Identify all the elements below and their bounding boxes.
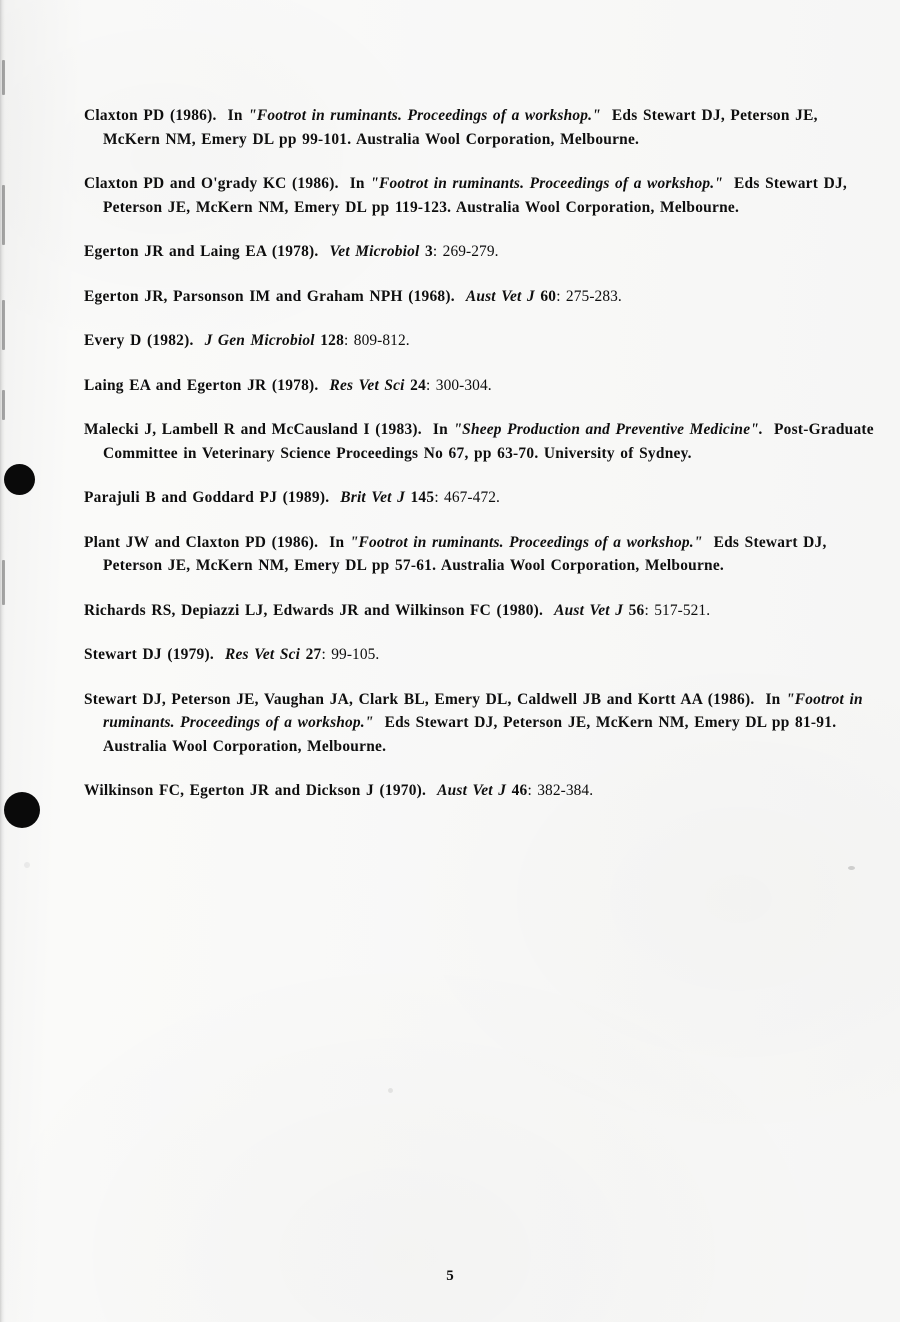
- reference-entry: [84, 643, 874, 667]
- scan-edge-mark-1: [2, 60, 5, 95]
- reference-in-word: In: [329, 533, 345, 551]
- reference-pages: : 99-105.: [321, 646, 380, 663]
- reference-pages: : 809-812.: [344, 332, 410, 349]
- reference-authors: Egerton JR, Parsonson IM and Graham NPH: [84, 287, 403, 305]
- reference-entry: [84, 599, 874, 623]
- reference-list: [84, 104, 874, 803]
- punch-hole-upper: [4, 464, 35, 495]
- reference-rest: Eds Stewart DJ, Peterson JE, McKern NM, Emery DL pp 119-123. Australia Wool Corporation, Melbourne.: [103, 175, 848, 216]
- reference-journal: Res Vet Sci: [224, 646, 301, 663]
- reference-pages: : 300-304.: [426, 376, 492, 394]
- scan-edge-mark-2: [2, 185, 5, 245]
- reference-volume: 60: [540, 287, 557, 305]
- dust-speck-2: [388, 1088, 393, 1093]
- reference-volume: 24: [410, 376, 427, 394]
- reference-rest: Eds Stewart DJ, Peterson JE, McKern NM, Emery DL pp 57-61. Australia Wool Corporation, Melbourne.: [103, 533, 827, 574]
- reference-authors: Every D: [84, 332, 142, 349]
- reference-authors: Claxton PD: [84, 107, 165, 124]
- reference-year: (1968).: [408, 287, 455, 305]
- reference-volume: 3: [424, 243, 433, 260]
- reference-authors: Laing EA and Egerton JR: [84, 376, 267, 394]
- reference-entry: [84, 329, 874, 353]
- dust-speck-1: [848, 866, 855, 870]
- reference-entry: [84, 172, 874, 219]
- reference-volume: 128: [320, 332, 345, 349]
- reference-year: (1989).: [282, 489, 330, 506]
- scan-edge-mark-4: [2, 390, 5, 420]
- reference-entry: [84, 104, 874, 151]
- reference-title: "Sheep Production and Preventive Medicine".: [453, 421, 764, 438]
- reference-in-word: In: [349, 175, 365, 192]
- reference-authors: Claxton PD and O'grady KC: [84, 175, 287, 192]
- reference-rest: Post-Graduate Committee in Veterinary Science Proceedings No 67, pp 63-70. University of Sydney.: [103, 421, 874, 462]
- reference-year: (1983).: [375, 421, 422, 438]
- reference-journal: J Gen Microbiol: [204, 332, 315, 349]
- reference-title: "Footrot in ruminants. Proceedings of a workshop.": [103, 690, 863, 731]
- reference-authors: Richards RS, Depiazzi LJ, Edwards JR and Wilkinson FC: [84, 601, 492, 619]
- reference-authors: Wilkinson FC, Egerton JR and Dickson J: [84, 782, 375, 799]
- reference-entry: [84, 374, 874, 398]
- reference-entry: [84, 418, 874, 465]
- reference-volume: 46: [511, 782, 528, 799]
- reference-journal: Res Vet Sci: [329, 376, 405, 394]
- reference-title: "Footrot in ruminants. Proceedings of a workshop.": [370, 175, 724, 192]
- reference-pages: : 275-283.: [556, 287, 622, 305]
- reference-year: (1986).: [707, 690, 755, 708]
- reference-year: (1980).: [496, 601, 544, 619]
- reference-year: (1978).: [271, 376, 319, 394]
- page-number: 5: [446, 1268, 454, 1284]
- reference-in-word: In: [432, 421, 448, 438]
- reference-year: (1986).: [271, 533, 319, 551]
- reference-entry: [84, 688, 874, 759]
- reference-entry: [84, 240, 874, 264]
- reference-rest: Eds Stewart DJ, Peterson JE, McKern NM, Emery DL pp 99-101. Australia Wool Corporation, Melbourne.: [103, 107, 818, 148]
- reference-title: "Footrot in ruminants. Proceedings of a workshop.": [248, 107, 601, 124]
- punch-hole-lower: [4, 792, 40, 828]
- reference-rest: Eds Stewart DJ, Peterson JE, McKern NM, Emery DL pp 81-91. Australia Wool Corporation, Melbourne.: [103, 714, 837, 755]
- reference-journal: Aust Vet J: [437, 782, 507, 799]
- dust-speck-3: [24, 862, 30, 868]
- reference-authors: Malecki J, Lambell R and McCausland I: [84, 421, 370, 438]
- reference-authors: Egerton JR and Laing EA: [84, 243, 267, 260]
- reference-pages: : 382-384.: [527, 782, 594, 799]
- reference-authors: Plant JW and Claxton PD: [84, 533, 267, 551]
- reference-authors: Parajuli B and Goddard PJ: [84, 489, 278, 506]
- reference-year: (1970).: [379, 782, 427, 799]
- reference-journal: Aust Vet J: [554, 601, 624, 619]
- reference-entry: [84, 779, 874, 803]
- reference-volume: 56: [628, 601, 645, 619]
- reference-year: (1979).: [167, 646, 214, 663]
- reference-pages: : 467-472.: [434, 489, 500, 506]
- reference-journal: Vet Microbiol: [329, 243, 420, 260]
- reference-volume: 27: [305, 646, 322, 663]
- reference-in-word: In: [227, 107, 243, 124]
- reference-year: (1986).: [169, 107, 217, 124]
- reference-volume: 145: [410, 489, 435, 506]
- reference-journal: Brit Vet J: [340, 489, 405, 506]
- reference-entry: [84, 486, 874, 510]
- reference-authors: Stewart DJ: [84, 646, 162, 663]
- scan-edge-mark-5: [2, 560, 5, 605]
- reference-year: (1986).: [292, 175, 339, 192]
- scan-edge-mark-3: [2, 300, 5, 350]
- reference-authors: Stewart DJ, Peterson JE, Vaughan JA, Clark BL, Emery DL, Caldwell JB and Kortt AA: [84, 690, 703, 708]
- reference-pages: : 269-279.: [432, 243, 499, 260]
- reference-pages: : 517-521.: [644, 601, 711, 619]
- reference-title: "Footrot in ruminants. Proceedings of a workshop.": [349, 533, 703, 551]
- reference-in-word: In: [765, 690, 781, 708]
- reference-journal: Aust Vet J: [465, 287, 535, 305]
- reference-entry: [84, 285, 874, 309]
- reference-year: (1978).: [271, 243, 319, 260]
- reference-year: (1982).: [146, 332, 194, 349]
- reference-entry: [84, 531, 874, 578]
